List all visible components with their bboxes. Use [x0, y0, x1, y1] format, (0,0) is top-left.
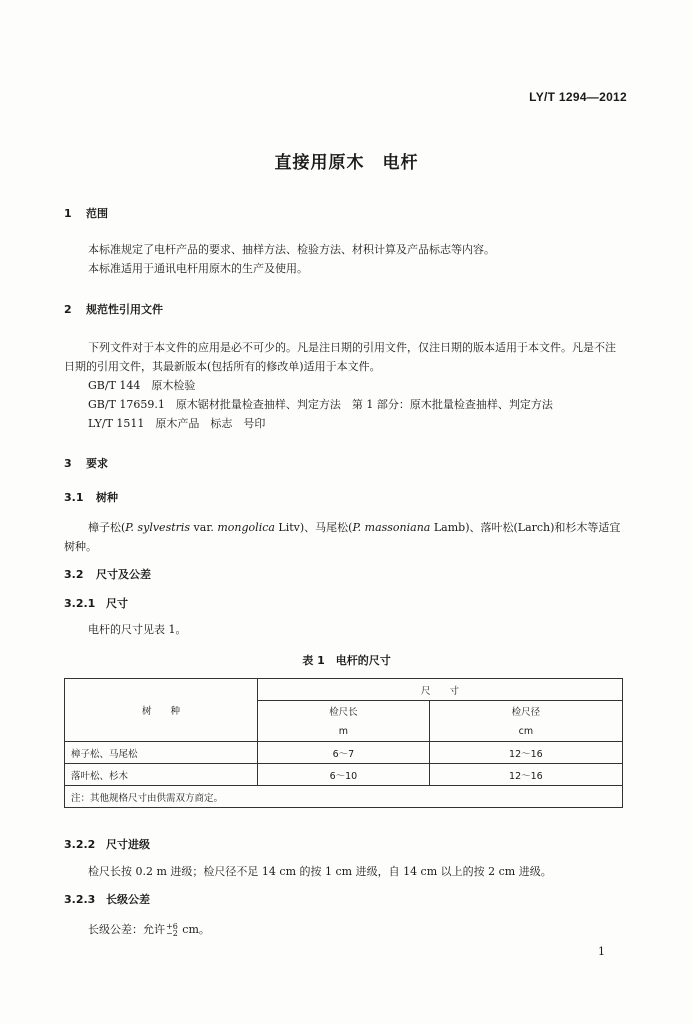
- reference-item: GB/T 144 原木检验: [88, 379, 196, 392]
- section-number: 1: [64, 207, 72, 220]
- section-number: 3.2.3: [64, 893, 96, 906]
- tolerance-lower: −2: [166, 929, 178, 938]
- text: Lamb)、落叶松(Larch)和杉木等适宜树种。: [64, 521, 621, 553]
- page-number: 1: [598, 945, 605, 958]
- section-3-2-2-paragraph: 检尺长按 0.2 m 进级；检尺径不足 14 cm 的按 1 cm 进级，自 14 cm 以上的按 2 cm 进级。: [88, 865, 552, 878]
- latin-name: P. sylvestris: [125, 521, 191, 534]
- cell-species: 落叶松、杉木: [65, 764, 258, 786]
- standard-code: LY/T 1294—2012: [529, 90, 627, 104]
- section-3-2-3-heading: [64, 891, 150, 907]
- header-length-unit: m: [258, 721, 430, 742]
- tolerance-upper: +6: [166, 922, 178, 931]
- section-1-paragraph-2: 本标准适用于通讯电杆用原木的生产及使用。: [88, 262, 308, 275]
- latin-name: mongolica: [217, 521, 275, 534]
- section-title: 树种: [96, 491, 118, 504]
- text: cm。: [178, 923, 210, 936]
- cell-diameter: 12～16: [429, 742, 622, 764]
- section-number: 3.2: [64, 568, 84, 581]
- section-3-2-heading: [64, 566, 151, 582]
- section-3-1-heading: [64, 489, 118, 505]
- table-note: 注：其他规格尺寸由供需双方商定。: [65, 786, 623, 808]
- text: 樟子松(: [88, 521, 126, 534]
- section-2-heading: [64, 301, 163, 317]
- section-title: 范围: [86, 207, 108, 220]
- section-3-heading: [64, 455, 108, 471]
- cell-diameter: 12～16: [429, 764, 622, 786]
- table-caption: 表 1 电杆的尺寸: [302, 654, 391, 667]
- table-row: [65, 742, 623, 764]
- latin-name: P. massoniana: [352, 521, 431, 534]
- section-number: 2: [64, 303, 72, 316]
- document-title: 直接用原木 电杆: [274, 153, 419, 173]
- species-paragraph: [64, 518, 625, 556]
- header-length: 检尺长: [258, 701, 430, 722]
- section-title: 尺寸: [106, 597, 128, 610]
- reference-item: LY/T 1511 原木产品 标志 号印: [88, 417, 266, 430]
- text: Litv)、马尾松(: [274, 521, 353, 534]
- cell-species: 樟子松、马尾松: [65, 742, 258, 764]
- text: var.: [190, 521, 218, 534]
- section-title: 规范性引用文件: [86, 303, 163, 316]
- header-diameter: 检尺径: [429, 701, 622, 722]
- section-number: 3.2.1: [64, 597, 96, 610]
- section-title: 尺寸进级: [106, 838, 150, 851]
- tolerance: [166, 923, 178, 937]
- header-species: 树 种: [65, 679, 258, 742]
- section-number: 3: [64, 457, 72, 470]
- section-number: 3.2.2: [64, 838, 96, 851]
- section-3-2-1-heading: [64, 595, 128, 611]
- dimensions-table: [64, 678, 623, 808]
- section-3-2-3-paragraph: [88, 920, 625, 939]
- section-3-2-2-heading: [64, 836, 150, 852]
- section-3-2-1-paragraph: 电杆的尺寸见表 1。: [88, 623, 187, 636]
- table-row: [65, 764, 623, 786]
- text: 长级公差：允许: [88, 923, 165, 936]
- section-title: 长级公差: [106, 893, 150, 906]
- section-2-paragraph-1: 下列文件对于本文件的应用是必不可少的。凡是注日期的引用文件，仅注日期的版本适用于本文件。凡是不注日期的引用文件，其最新版本(包括所有的修改单)适用于本文件。: [64, 341, 616, 373]
- section-title: 要求: [86, 457, 108, 470]
- reference-item: GB/T 17659.1 原木锯材批量检查抽样、判定方法 第 1 部分：原木批量检查抽样、判定方法: [88, 398, 553, 411]
- section-title: 尺寸及公差: [96, 568, 151, 581]
- section-number: 3.1: [64, 491, 84, 504]
- section-1-heading: [64, 205, 108, 221]
- cell-length: 6～7: [258, 742, 430, 764]
- header-diameter-unit: cm: [429, 721, 622, 742]
- header-size: 尺 寸: [258, 679, 623, 701]
- section-1-paragraph-1: 本标准规定了电杆产品的要求、抽样方法、检验方法、材积计算及产品标志等内容。: [88, 243, 495, 256]
- cell-length: 6～10: [258, 764, 430, 786]
